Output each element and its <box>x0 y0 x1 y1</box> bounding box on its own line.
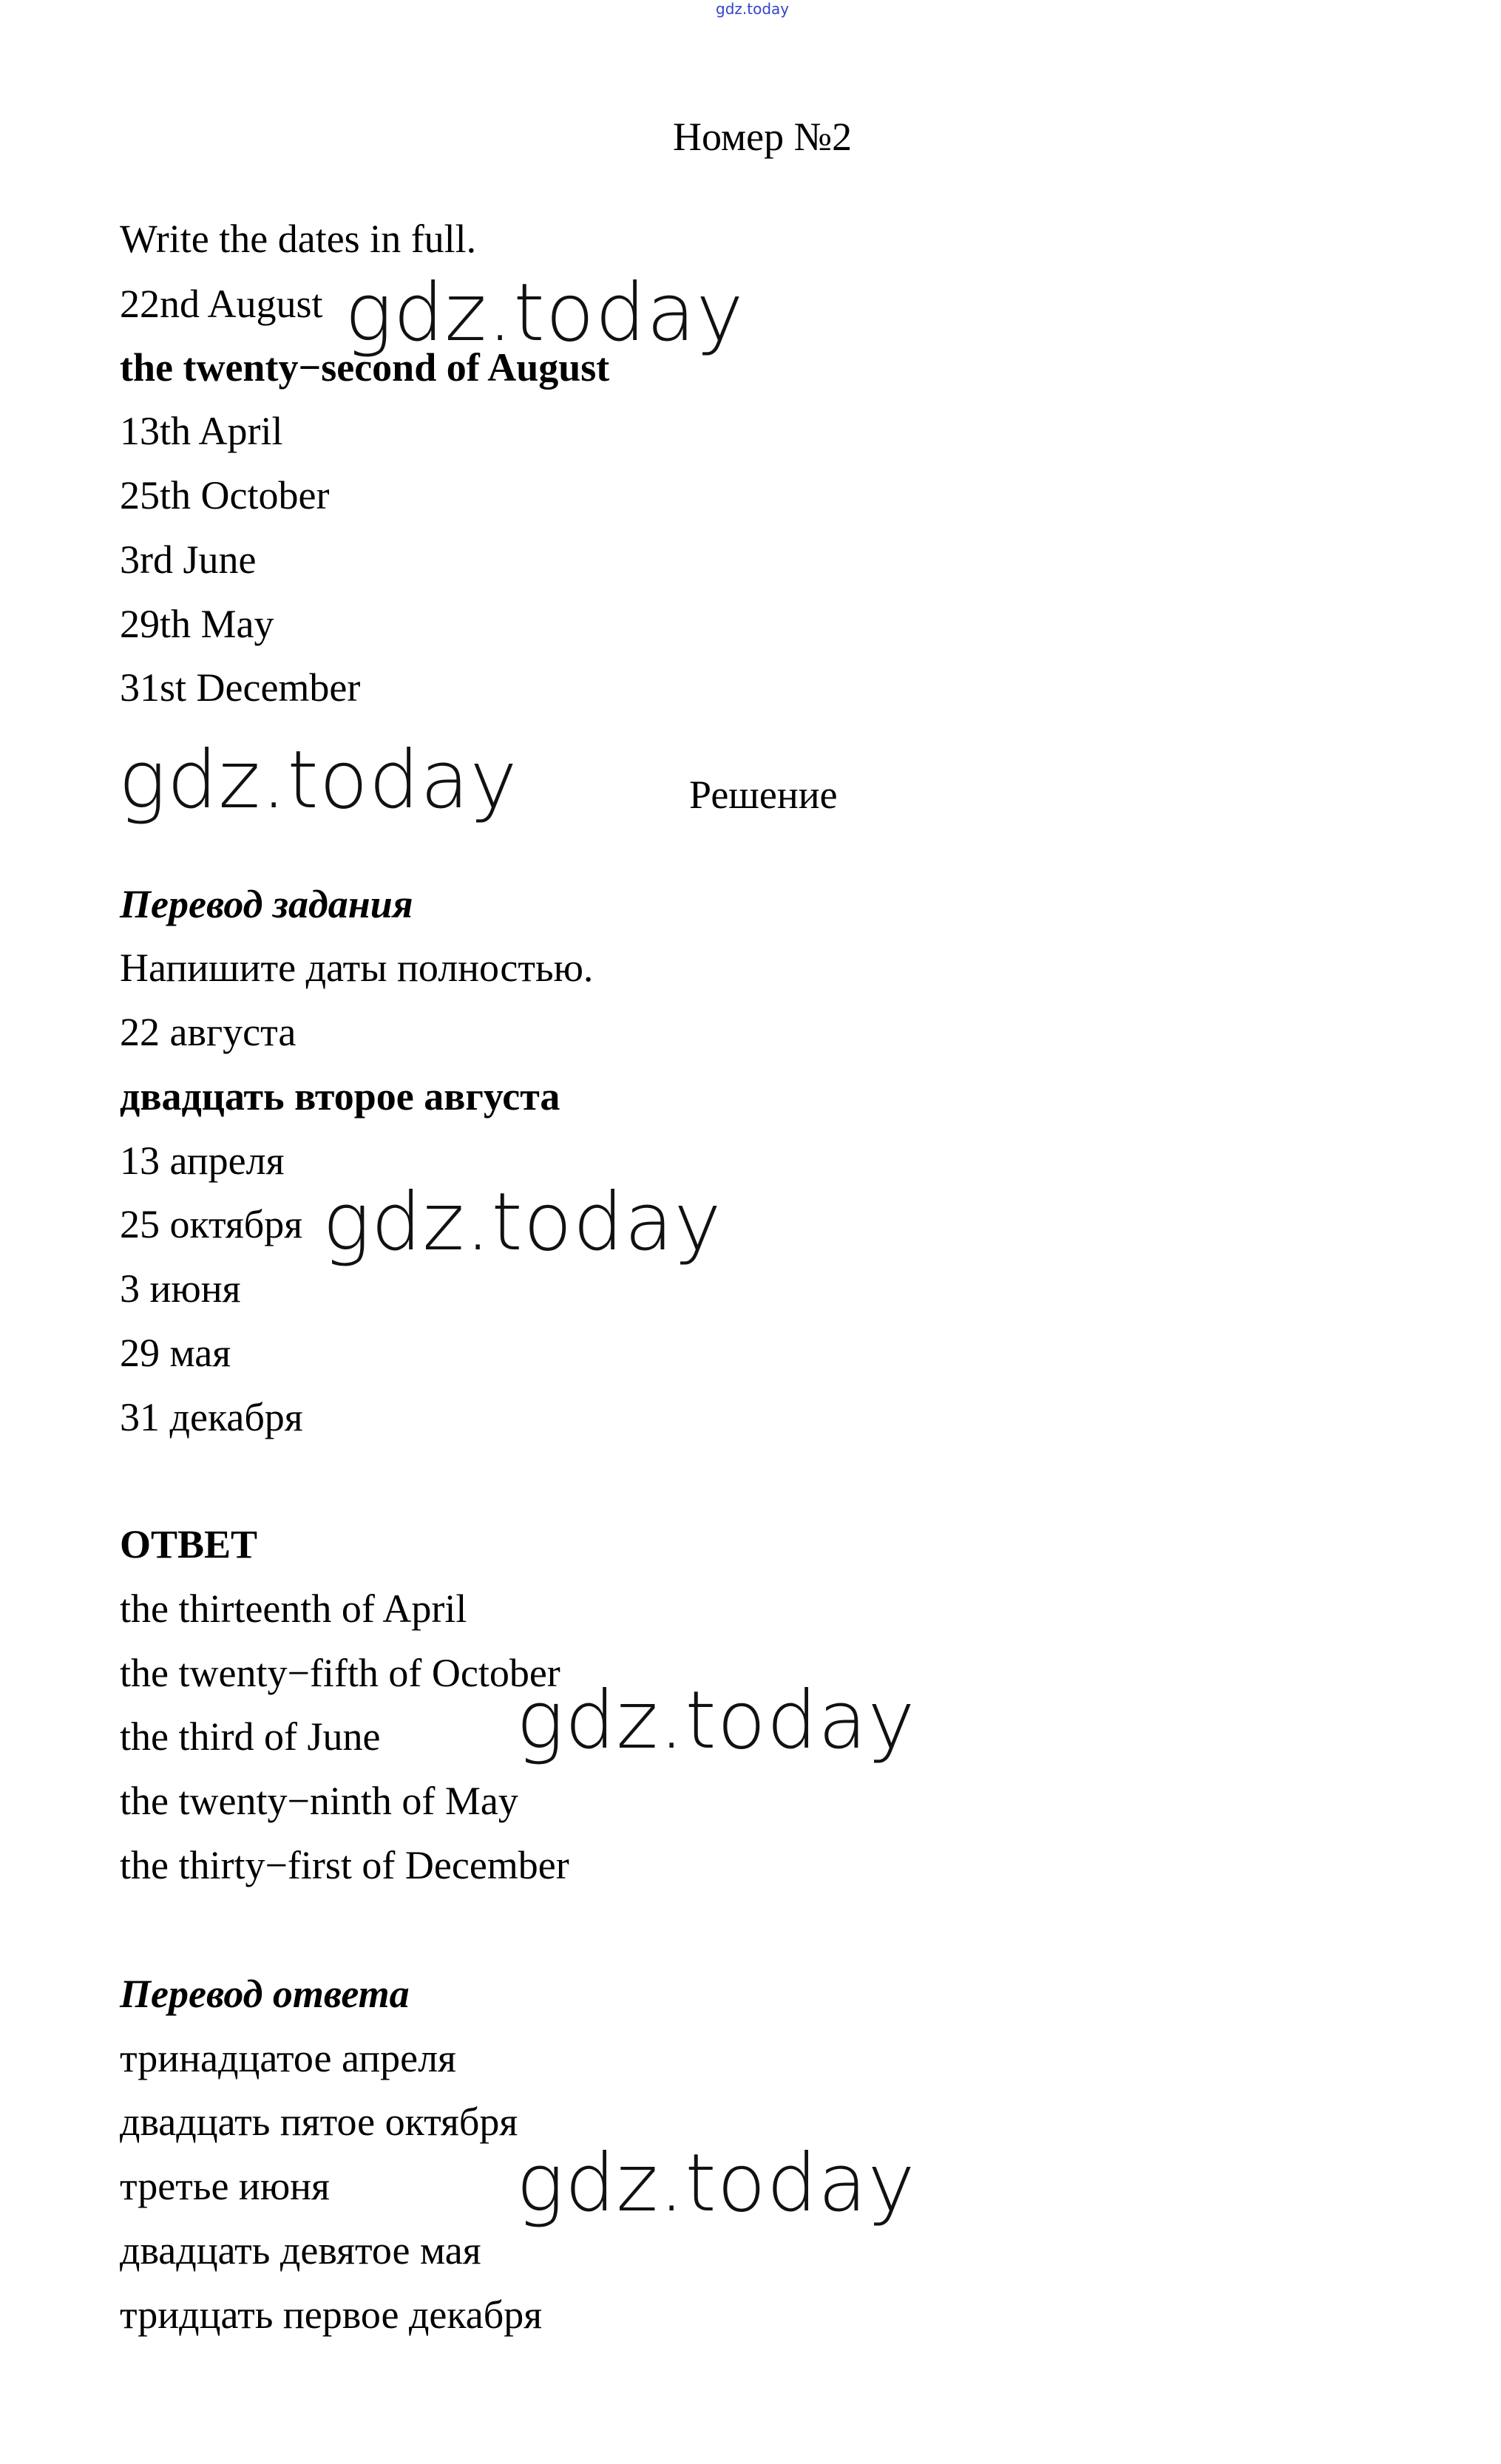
task-date-4: 29th May <box>120 602 274 646</box>
answer-translation-item-4: двадцать девятое мая <box>120 2228 481 2273</box>
task-date-2: 25th October <box>120 473 330 517</box>
translation-date-1: 13 апреля <box>120 1138 285 1183</box>
watermark-4: gdz.today <box>516 1674 916 1767</box>
translation-date-4: 29 мая <box>120 1331 231 1375</box>
answer-item-4: the twenty−ninth of May <box>120 1779 518 1823</box>
answer-translation-heading: Перевод ответа <box>120 1972 410 2016</box>
translation-date-2: 25 октября <box>120 1202 303 1246</box>
top-watermark: gdz.today <box>716 0 790 18</box>
translation-heading: Перевод задания <box>120 882 413 926</box>
answer-item-5: the thirty−first of December <box>120 1843 569 1887</box>
answer-item-3: the third of June <box>120 1714 381 1759</box>
watermark-1: gdz.today <box>345 267 745 359</box>
answer-heading: ОТВЕТ <box>120 1522 258 1567</box>
answer-item-1: the thirteenth of April <box>120 1586 467 1631</box>
task-instruction: Write the dates in full. <box>120 217 477 261</box>
task-date-3: 3rd June <box>120 537 257 582</box>
answer-translation-item-3: третье июня <box>120 2164 330 2208</box>
task-date-1: 13th April <box>120 409 283 453</box>
task-example-date: 22nd August <box>120 282 323 326</box>
translation-instruction: Напишите даты полностью. <box>120 946 594 990</box>
translation-example-answer: двадцать второе августа <box>120 1074 560 1119</box>
translation-date-5: 31 декабря <box>120 1395 303 1439</box>
watermark-2: gdz.today <box>118 734 518 827</box>
answer-translation-item-2: двадцать пятое октября <box>120 2100 518 2144</box>
answer-item-2: the twenty−fifth of October <box>120 1651 560 1695</box>
watermark-5: gdz.today <box>516 2137 916 2230</box>
task-date-5: 31st December <box>120 665 361 710</box>
watermark-3: gdz.today <box>322 1176 722 1269</box>
page-title: Номер №2 <box>673 115 853 159</box>
translation-example-date: 22 августа <box>120 1010 297 1054</box>
solution-heading: Решение <box>689 773 838 817</box>
answer-translation-item-5: тридцать первое декабря <box>120 2292 543 2337</box>
answer-translation-item-1: тринадцатое апреля <box>120 2036 456 2080</box>
translation-date-3: 3 июня <box>120 1266 241 1311</box>
task-example-answer: the twenty−second of August <box>120 345 610 390</box>
